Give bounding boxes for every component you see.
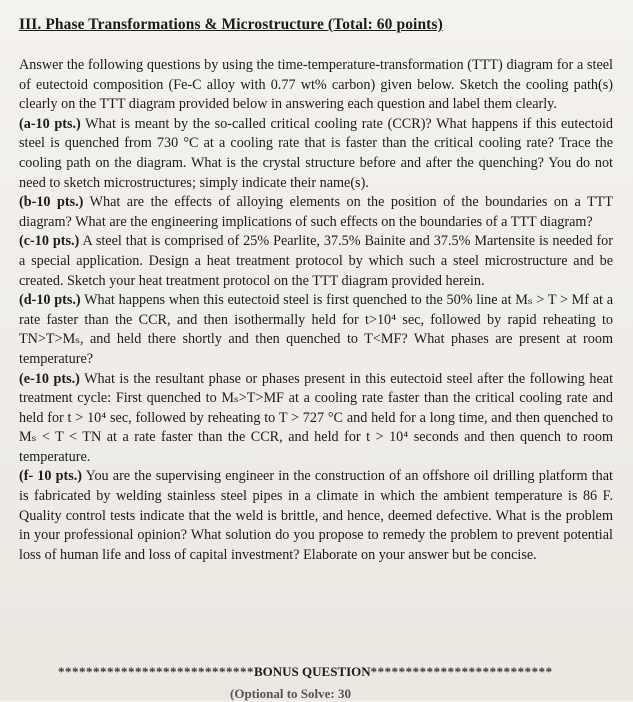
- question-d-text: What happens when this eutectoid steel is first quenched to the 50% line at Mₛ > T > Mf at a rate faster than the CCR, and then isothermally held for t>10⁴ sec, followed by rapid reheating to TN>T>Mₛ, and held there shortly and then quenched to T<MF? What phases are present at room temperature?: [19, 292, 613, 367]
- question-c-label: (c-10 pts.): [19, 233, 80, 250]
- intro-paragraph: Answer the following questions by using the time-temperature-transformation (TTT) diagram for a steel of eutectoid composition (Fe-C alloy with 0.77 wt% carbon) given below. Sketch the cooling path(s) clearly on the TTT diagram provided below in answering each question and label them clearly.: [19, 57, 613, 113]
- question-a-label: (a-10 pts.): [19, 115, 81, 132]
- question-f-label: (f- 10 pts.): [19, 468, 83, 485]
- question-e: [19, 370, 613, 468]
- question-b-label: (b-10 pts.): [19, 194, 84, 211]
- bonus-label: BONUS QUESTION: [254, 664, 371, 679]
- question-c: [19, 232, 613, 291]
- bonus-subtitle: (Optional to Solve: 30: [230, 686, 351, 701]
- question-c-text: A steel that is comprised of 25% Pearlite, 37.5% Bainite and 37.5% Martensite is needed for a special application. Design a heat treatment protocol by which such a steel microstructure and be created. Sketch your heat treatment protocol on the TTT diagram provided herein.: [19, 233, 614, 289]
- section-title: III. Phase Transformations & Microstructure (Total: 60 points): [19, 16, 443, 33]
- question-d: [19, 291, 613, 369]
- question-b-text: What are the effects of alloying elements on the position of the boundaries on a TTT diagram? What are the engineering implications of such effects on the boundaries of a TTT diagram?: [19, 194, 613, 230]
- bonus-stars-right: **************************: [370, 664, 553, 679]
- question-e-label: (e-10 pts.): [19, 370, 80, 387]
- question-e-text: What is the resultant phase or phases present in this eutectoid steel after the following heat treatment cycle: First quenched to Mₛ>T>MF at a cooling rate faster than the critical cooling rate and held for t > 10⁴ sec, followed by reheating to T > 727 °C and held for a long time, and then quenched to Mₛ < T < TN at a rate faster than the CCR, and held for t > 10⁴ seconds and then quench to room temperature.: [19, 370, 614, 465]
- question-b: [19, 193, 613, 232]
- question-a-text: What is meant by the so-called critical cooling rate (CCR)? What happens if this eutectoid steel is quenched from 730 °C at a cooling rate that is faster than the critical cooling rate? Trace the cooling path on the diagram. What is the crystal structure before and after the quenching? You do not need to sketch microstructures; simply indicate their name(s).: [19, 115, 613, 191]
- question-a: [19, 115, 613, 193]
- question-f: [19, 467, 613, 565]
- bonus-stars-left: ****************************: [58, 664, 254, 679]
- bonus-question-header: [58, 664, 618, 680]
- question-f-text: You are the supervising engineer in the construction of an offshore oil drilling platform that is fabricated by welding stainless steel pipes in a climate in which the ambient temperature is 86 F. Quality control tests indicate that the weld is brittle, and hence, deemed defective. What is the problem in your professional opinion? What solution do you propose to remedy the problem to prevent potential loss of human life and loss of capital investment? Elaborate on your answer but be concise.: [19, 468, 613, 563]
- question-d-label: (d-10 pts.): [19, 292, 81, 309]
